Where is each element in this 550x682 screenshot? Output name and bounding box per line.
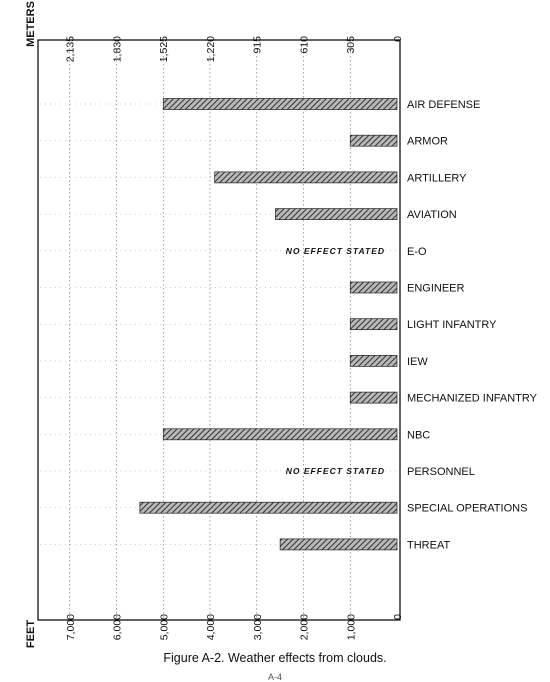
plot-frame [38,40,400,620]
bar-air-defense [163,99,397,110]
meters-axis-title: METERS [25,1,37,47]
feet-tick-label: 4,000 [205,614,217,641]
meters-tick-label: 305 [345,36,358,54]
bar-engineer [350,282,397,293]
feet-tick-label: 7,000 [64,614,77,641]
category-label: ARMOR [407,135,448,148]
bar-mechanized-infantry [350,392,397,403]
category-label: ARTILLERY [407,172,467,185]
bar-special-operations [140,502,397,513]
feet-tick-label: 0 [392,614,404,620]
meters-tick-label: 1,525 [158,36,171,63]
meters-tick-label: 1,220 [204,36,217,63]
bar-armor [350,135,397,146]
category-label: NBC [407,429,431,442]
meters-tick-label: 610 [298,36,311,54]
no-effect-note: NO EFFECT STATED [285,245,385,256]
category-label: THREAT [407,539,451,552]
category-label: LIGHT INFANTRY [407,319,497,332]
category-label: AVIATION [407,209,457,222]
meters-tick-label: 1,830 [111,36,124,63]
figure-caption: Figure A-2. Weather effects from clouds. [163,651,387,665]
category-label: E-O [407,245,427,258]
bar-aviation [275,209,397,220]
feet-tick-label: 3,000 [251,614,264,641]
bar-light-infantry [350,319,397,330]
bars [140,99,397,550]
feet-tick-label: 5,000 [158,614,171,641]
category-label: PERSONNEL [407,466,475,478]
bar-iew [350,355,397,366]
page-number: A-4 [267,672,282,682]
meters-tick-label: 0 [392,36,404,42]
category-label: IEW [407,355,428,368]
feet-axis [65,614,404,640]
bar-nbc [163,429,397,440]
no-effect-note: NO EFFECT STATED [285,466,385,476]
meters-tick-label: 2,135 [64,36,77,63]
bar-artillery [215,172,397,183]
category-labels [407,99,538,551]
grid-lines [40,40,397,620]
feet-tick-label: 6,000 [111,614,124,641]
category-label: SPECIAL OPERATIONS [407,502,528,515]
bar-threat [280,539,397,550]
category-label: MECHANIZED INFANTRY [407,392,537,405]
feet-axis-title: FEET [25,619,37,649]
category-label: AIR DEFENSE [407,99,481,111]
feet-tick-label: 2,000 [298,614,311,641]
feet-tick-label: 1,000 [345,614,358,641]
category-label: ENGINEER [407,282,465,295]
meters-tick-label: 915 [251,36,264,54]
